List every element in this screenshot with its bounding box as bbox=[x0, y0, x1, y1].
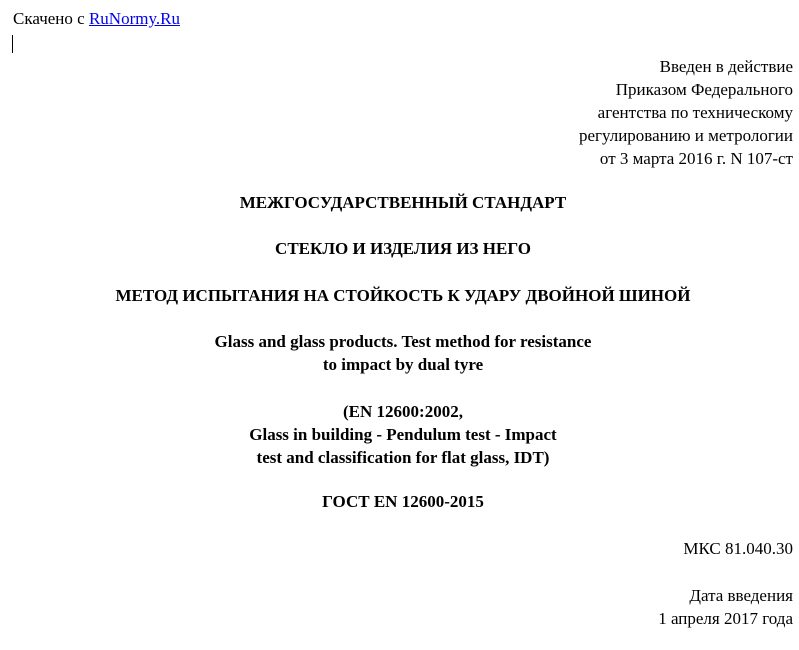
en-source-line: (EN 12600:2002, bbox=[343, 402, 463, 421]
text-cursor bbox=[12, 35, 13, 53]
source-link[interactable]: RuNormy.Ru bbox=[88, 9, 180, 28]
gost-designation: ГОСТ EN 12600-2015 bbox=[322, 492, 484, 511]
document-title: СТЕКЛО И ИЗДЕЛИЯ ИЗ НЕГО bbox=[275, 239, 531, 258]
mks-code-block bbox=[683, 537, 793, 560]
english-title bbox=[0, 330, 799, 376]
en-source-line: Glass in building - Pendulum test - Impact bbox=[249, 425, 557, 444]
introduction-date-value: 1 апреля 2017 года bbox=[658, 609, 793, 628]
source-prefix: Скачено с bbox=[13, 9, 89, 28]
standard-type-heading: МЕЖГОСУДАРСТВЕННЫЙ СТАНДАРТ bbox=[239, 193, 567, 212]
enactment-line: от 3 марта 2016 г. N 107-ст bbox=[599, 149, 793, 168]
enactment-line: Введен в действие bbox=[659, 57, 793, 76]
introduction-date-block bbox=[658, 584, 793, 630]
english-title-line: Glass and glass products. Test method for resistance bbox=[214, 332, 592, 351]
enactment-block bbox=[579, 55, 793, 170]
mks-code: МКС 81.040.30 bbox=[683, 539, 793, 558]
en-source-reference bbox=[0, 400, 799, 469]
introduction-date-label: Дата введения bbox=[689, 586, 793, 605]
en-source-line: test and classification for flat glass, IDT) bbox=[256, 448, 550, 467]
document-subtitle: МЕТОД ИСПЫТАНИЯ НА СТОЙКОСТЬ К УДАРУ ДВОЙНОЙ ШИНОЙ bbox=[115, 286, 691, 305]
enactment-line: регулированию и метрологии bbox=[578, 126, 793, 145]
enactment-line: агентства по техническому bbox=[597, 103, 793, 122]
english-title-line: to impact by dual tyre bbox=[322, 355, 484, 374]
source-line bbox=[13, 9, 180, 29]
enactment-line: Приказом Федерального bbox=[615, 80, 793, 99]
